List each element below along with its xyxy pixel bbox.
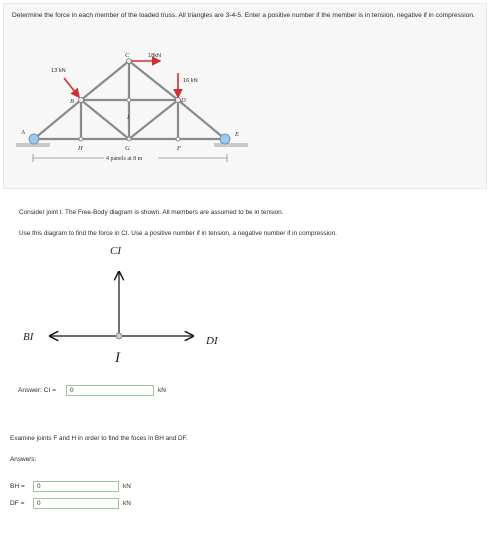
fbd-label-bi: BI — [23, 331, 34, 343]
answers-heading: Answers: — [10, 456, 37, 463]
joint-instruction: Consider joint I. The Free-Body diagram is shown. All members are assumed to be in tension. — [19, 209, 284, 216]
node-label-E: E — [235, 131, 239, 138]
answer-df-unit: kN — [123, 500, 131, 507]
answer-ci-unit: kN — [158, 387, 166, 394]
node-label-D: D — [181, 97, 186, 104]
answer-df-input[interactable]: 0 — [33, 498, 119, 509]
answer-ci-label: Answer: CI = — [18, 387, 56, 394]
load-label-13kn: 13 kN — [51, 68, 66, 74]
load-label-18kn: 18kN — [148, 53, 162, 59]
answer-ci-input[interactable]: 0 — [66, 385, 154, 396]
problem-instruction: Determine the force in each member of the loaded truss. All triangles are 3-4-5. Enter a positive number if the member is in tension, negative if in compression. — [12, 12, 475, 19]
node-label-G: G — [125, 145, 130, 152]
node-label-A: A — [21, 129, 25, 136]
node-label-I: I — [127, 114, 130, 121]
dimension-label: 4 panels at 8 m — [106, 156, 143, 162]
fbd-label-ci: CI — [110, 245, 121, 257]
answer-bh-label: BH = — [10, 483, 25, 490]
node-label-B: B — [70, 98, 74, 105]
answer-bh-input[interactable]: 0 — [33, 481, 119, 492]
fbd-label-joint: I — [115, 350, 120, 366]
answer-bh-unit: kN — [123, 483, 131, 490]
node-label-F: F — [177, 145, 181, 152]
fbd-joint-pin — [116, 333, 122, 339]
answer-df-label: DF = — [10, 500, 25, 507]
examine-instruction: Examine joints F and H in order to find the foces in BH and DF. — [10, 435, 188, 442]
node-label-C: C — [125, 52, 130, 59]
fbd-label-di: DI — [206, 335, 218, 347]
node-label-H: H — [78, 145, 83, 152]
load-label-16kn: 16 kN — [183, 78, 198, 84]
fbd-instruction: Use this diagram to find the force in CI. Use a positive number if in tension, a negative number if in compression. — [19, 230, 337, 237]
